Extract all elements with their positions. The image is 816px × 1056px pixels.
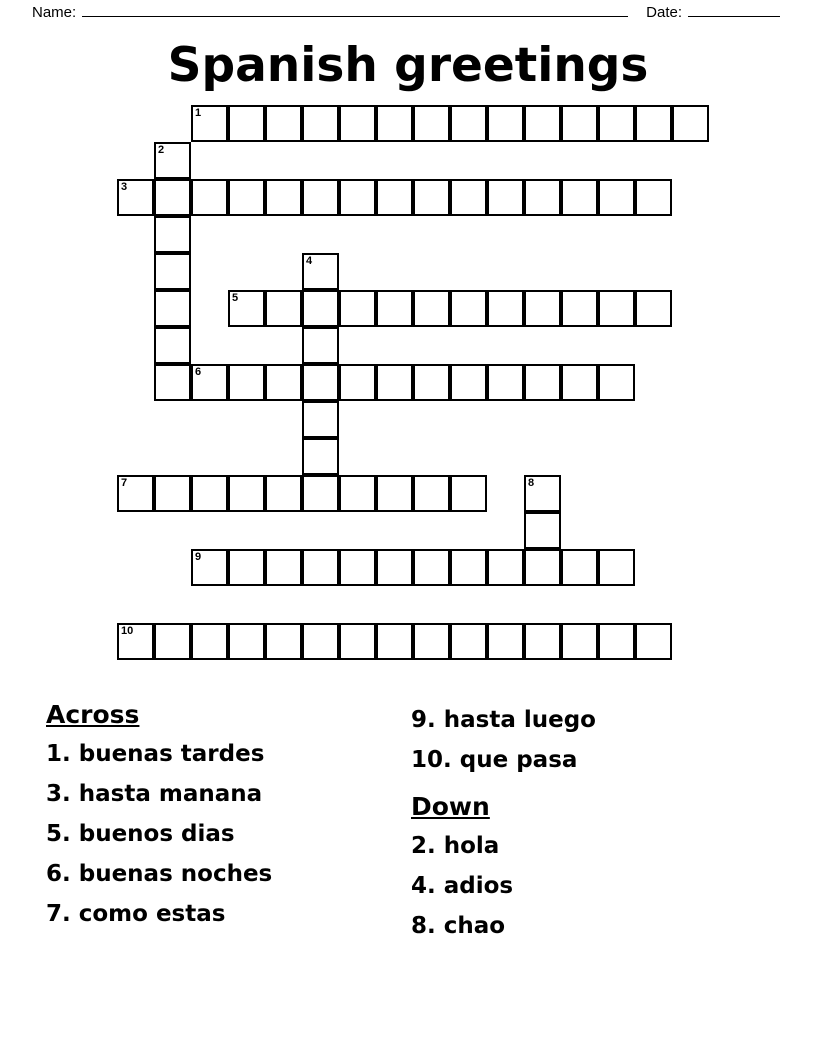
grid-cell[interactable] [413, 179, 450, 216]
grid-cell[interactable] [191, 364, 228, 401]
grid-cell-number: 1 [195, 107, 202, 119]
grid-cell[interactable] [302, 438, 339, 475]
grid-cell[interactable] [450, 179, 487, 216]
grid-cell[interactable] [376, 475, 413, 512]
grid-cell-number: 7 [121, 477, 128, 489]
clue-across-10 [411, 740, 761, 780]
grid-cell[interactable] [635, 105, 672, 142]
clues-column-right [411, 700, 761, 946]
grid-cell[interactable] [117, 179, 154, 216]
grid-cell[interactable] [117, 623, 154, 660]
grid-cell[interactable] [339, 364, 376, 401]
clue-number: 2. [411, 833, 444, 859]
grid-cell[interactable] [450, 105, 487, 142]
clue-across-9 [411, 700, 761, 740]
grid-cell-number: 5 [232, 292, 239, 304]
grid-cell[interactable] [598, 623, 635, 660]
grid-cell-number: 9 [195, 551, 202, 563]
grid-cell[interactable] [302, 327, 339, 364]
grid-cell[interactable] [561, 623, 598, 660]
grid-cell[interactable] [339, 290, 376, 327]
grid-cell[interactable] [450, 549, 487, 586]
grid-cell[interactable] [635, 290, 672, 327]
grid-cell[interactable] [524, 364, 561, 401]
grid-cell[interactable] [413, 290, 450, 327]
down-clue-list [411, 826, 761, 946]
grid-cell[interactable] [487, 105, 524, 142]
clue-text: hasta luego [443, 707, 596, 733]
grid-cell[interactable] [302, 290, 339, 327]
grid-cell[interactable] [228, 623, 265, 660]
grid-cell[interactable] [154, 290, 191, 327]
clue-across-5 [46, 814, 396, 854]
grid-cell[interactable] [487, 290, 524, 327]
grid-cell[interactable] [598, 364, 635, 401]
grid-cell[interactable] [561, 179, 598, 216]
clue-across-6 [46, 854, 396, 894]
grid-cell[interactable] [302, 475, 339, 512]
grid-cell[interactable] [265, 105, 302, 142]
grid-cell[interactable] [228, 179, 265, 216]
grid-cell[interactable] [228, 549, 265, 586]
grid-cell[interactable] [154, 216, 191, 253]
clue-down-8 [411, 906, 761, 946]
across-clue-list-part2 [411, 700, 761, 780]
clue-number: 3. [46, 781, 79, 807]
grid-cell[interactable] [413, 475, 450, 512]
grid-cell[interactable] [524, 290, 561, 327]
grid-cell[interactable] [450, 290, 487, 327]
grid-cell[interactable] [561, 364, 598, 401]
grid-cell[interactable] [524, 512, 561, 549]
grid-cell[interactable] [117, 475, 154, 512]
clue-text: chao [443, 913, 506, 939]
grid-cell[interactable] [524, 475, 561, 512]
clue-number: 4. [411, 873, 444, 899]
grid-cell[interactable] [598, 290, 635, 327]
grid-cell[interactable] [450, 364, 487, 401]
grid-cell-number: 8 [528, 477, 535, 489]
grid-cell[interactable] [376, 290, 413, 327]
grid-cell[interactable] [561, 105, 598, 142]
grid-cell[interactable] [265, 623, 302, 660]
clue-down-4 [411, 866, 761, 906]
grid-cell[interactable] [154, 327, 191, 364]
clue-text: que pasa [459, 747, 578, 773]
grid-cell[interactable] [154, 623, 191, 660]
clue-text: adios [443, 873, 514, 899]
grid-cell[interactable] [265, 475, 302, 512]
grid-cell[interactable] [413, 549, 450, 586]
clue-down-2 [411, 826, 761, 866]
grid-cell[interactable] [191, 549, 228, 586]
grid-cell[interactable] [302, 623, 339, 660]
clue-text: buenas tardes [78, 741, 265, 767]
grid-cell[interactable] [376, 179, 413, 216]
grid-cell[interactable] [228, 364, 265, 401]
grid-cell[interactable] [154, 179, 191, 216]
grid-cell[interactable] [228, 290, 265, 327]
grid-cell[interactable] [376, 105, 413, 142]
grid-cell[interactable] [635, 623, 672, 660]
across-clue-list-part1 [46, 734, 396, 934]
grid-cell[interactable] [450, 623, 487, 660]
grid-cell[interactable] [302, 549, 339, 586]
grid-cell[interactable] [561, 290, 598, 327]
grid-cell-number: 2 [158, 144, 165, 156]
name-label: Name: [32, 4, 77, 21]
grid-cell[interactable] [524, 179, 561, 216]
grid-cell[interactable] [524, 623, 561, 660]
clue-text: buenas noches [78, 861, 273, 887]
grid-cell[interactable] [561, 549, 598, 586]
grid-cell[interactable] [598, 549, 635, 586]
grid-cell[interactable] [265, 290, 302, 327]
grid-cell[interactable] [339, 623, 376, 660]
grid-cell[interactable] [413, 623, 450, 660]
grid-cell-number: 10 [121, 625, 134, 637]
grid-cell[interactable] [487, 364, 524, 401]
grid-cell[interactable] [450, 475, 487, 512]
across-heading: Across [46, 700, 140, 729]
clue-text: hasta manana [78, 781, 263, 807]
grid-cell[interactable] [228, 475, 265, 512]
grid-cell[interactable] [302, 179, 339, 216]
grid-cell[interactable] [524, 549, 561, 586]
grid-cell[interactable] [339, 475, 376, 512]
grid-cell[interactable] [154, 364, 191, 401]
grid-cell-number: 3 [121, 181, 128, 193]
grid-cell[interactable] [302, 364, 339, 401]
grid-cell[interactable] [487, 623, 524, 660]
page-title: Spanish greetings [167, 38, 649, 93]
clue-text: como estas [78, 901, 226, 927]
clue-number: 6. [46, 861, 79, 887]
grid-cell[interactable] [376, 549, 413, 586]
grid-cell[interactable] [191, 179, 228, 216]
grid-cell[interactable] [154, 142, 191, 179]
grid-cell[interactable] [487, 549, 524, 586]
clue-number: 7. [46, 901, 79, 927]
grid-cell[interactable] [154, 475, 191, 512]
grid-cell[interactable] [265, 549, 302, 586]
clues-column-left [46, 700, 396, 934]
grid-cell[interactable] [635, 179, 672, 216]
grid-cell[interactable] [598, 179, 635, 216]
grid-cell-number: 6 [195, 366, 202, 378]
grid-cell[interactable] [228, 105, 265, 142]
grid-cell[interactable] [191, 105, 228, 142]
grid-cell[interactable] [487, 179, 524, 216]
grid-cell[interactable] [413, 364, 450, 401]
grid-cell[interactable] [265, 364, 302, 401]
clue-across-3 [46, 774, 396, 814]
grid-cell[interactable] [339, 179, 376, 216]
grid-cell[interactable] [265, 179, 302, 216]
clue-text: hola [443, 833, 500, 859]
clue-number: 10. [411, 747, 460, 773]
grid-cell[interactable] [154, 253, 191, 290]
grid-cell[interactable] [339, 105, 376, 142]
clue-across-7 [46, 894, 396, 934]
grid-cell-number: 4 [306, 255, 313, 267]
grid-cell[interactable] [191, 623, 228, 660]
clue-number: 9. [411, 707, 444, 733]
grid-cell[interactable] [376, 364, 413, 401]
grid-cell[interactable] [376, 623, 413, 660]
date-label: Date: [646, 4, 682, 21]
grid-cell[interactable] [524, 105, 561, 142]
grid-cell[interactable] [339, 549, 376, 586]
grid-cell[interactable] [302, 401, 339, 438]
down-heading: Down [411, 792, 490, 821]
clue-number: 5. [46, 821, 79, 847]
grid-cell[interactable] [413, 105, 450, 142]
clue-text: buenos dias [78, 821, 235, 847]
grid-cell[interactable] [598, 105, 635, 142]
clue-across-1 [46, 734, 396, 774]
clue-number: 1. [46, 741, 79, 767]
grid-cell[interactable] [302, 105, 339, 142]
grid-cell[interactable] [302, 253, 339, 290]
grid-cell[interactable] [672, 105, 709, 142]
grid-cell[interactable] [191, 475, 228, 512]
clue-number: 8. [411, 913, 444, 939]
